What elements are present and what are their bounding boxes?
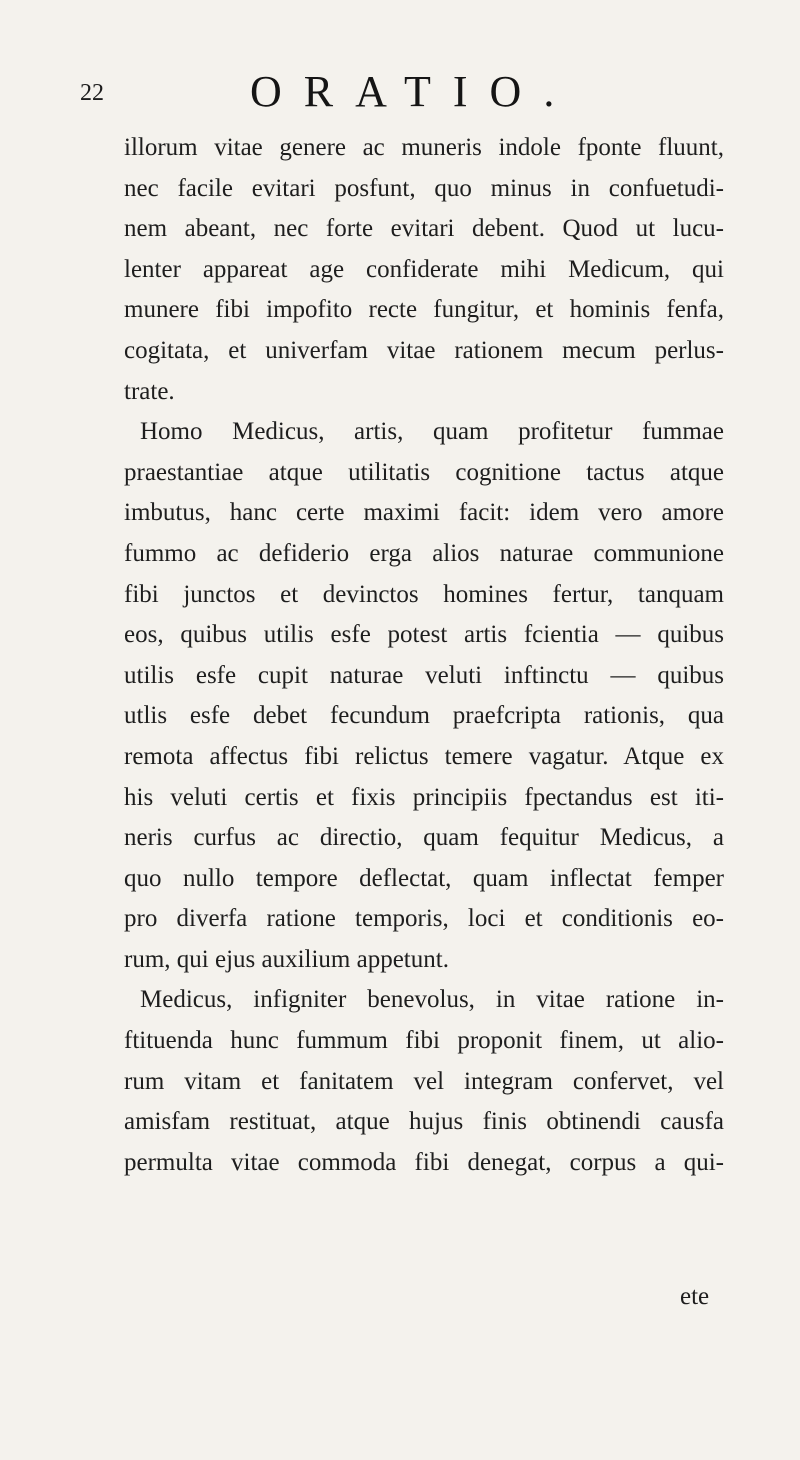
page-header: [80, 66, 720, 116]
text-line: Medicus, infigniter benevolus, in vitae ratione in-: [140, 986, 724, 1014]
text-line: cogitata, et univerfam vitae rationem mecum perlus-: [124, 336, 724, 364]
text-line: illorum vitae genere ac muneris indole fponte fluunt,: [124, 134, 724, 161]
text-line: fummo ac defiderio erga alios naturae communione: [124, 539, 724, 567]
text-line: praestantiae atque utilitatis cognitione tactus atque: [124, 458, 724, 486]
text-line: munere fibi impofito recte fungitur, et hominis fenfa,: [124, 296, 724, 324]
text-line: quo nullo tempore deflectat, quam inflectat femper: [124, 864, 724, 892]
text-line: pro diverfa ratione temporis, loci et conditionis eo-: [124, 905, 724, 933]
page-number: 22: [80, 80, 104, 106]
text-line: neris curfus ac directio, quam fequitur Medicus, a: [124, 824, 724, 852]
text-line: nec facile evitari posfunt, quo minus in confuetudi-: [124, 174, 724, 202]
text-line: rum, qui ejus auxilium appetunt.: [124, 945, 449, 973]
text-line: permulta vitae commoda fibi denegat, corpus a qui-: [124, 1148, 724, 1176]
text-line: amisfam restituat, atque hujus finis obtinendi causfa: [124, 1108, 724, 1136]
text-line: eos, quibus utilis esfe potest artis fcientia — quibus: [124, 621, 724, 649]
text-line: Homo Medicus, artis, quam profitetur fummae: [140, 418, 724, 446]
text-line: lenter appareat age confiderate mihi Medicum, qui: [124, 255, 724, 283]
text-line: remota affectus fibi relictus temere vagatur. Atque ex: [124, 742, 724, 770]
body-text: [124, 128, 724, 1183]
text-line: utilis esfe cupit naturae veluti inftinctu — quibus: [124, 661, 724, 689]
text-line: nem abeant, nec forte evitari debent. Quod ut lucu-: [124, 215, 724, 243]
text-line: trate.: [124, 377, 175, 405]
text-line: rum vitam et fanitatem vel integram confervet, vel: [124, 1067, 724, 1095]
text-line: his veluti certis et fixis principiis fpectandus est iti-: [124, 783, 724, 811]
text-line: fibi junctos et devinctos homines fertur, tanquam: [124, 580, 724, 608]
text-line: ftituenda hunc fummum fibi proponit finem, ut alio-: [124, 1027, 724, 1055]
catchword: ete: [680, 1283, 710, 1310]
running-title: ORATIO.: [250, 67, 577, 116]
text-line: imbutus, hanc certe maximi facit: idem vero amore: [124, 499, 724, 527]
text-line: utlis esfe debet fecundum praefcripta rationis, qua: [124, 702, 724, 730]
